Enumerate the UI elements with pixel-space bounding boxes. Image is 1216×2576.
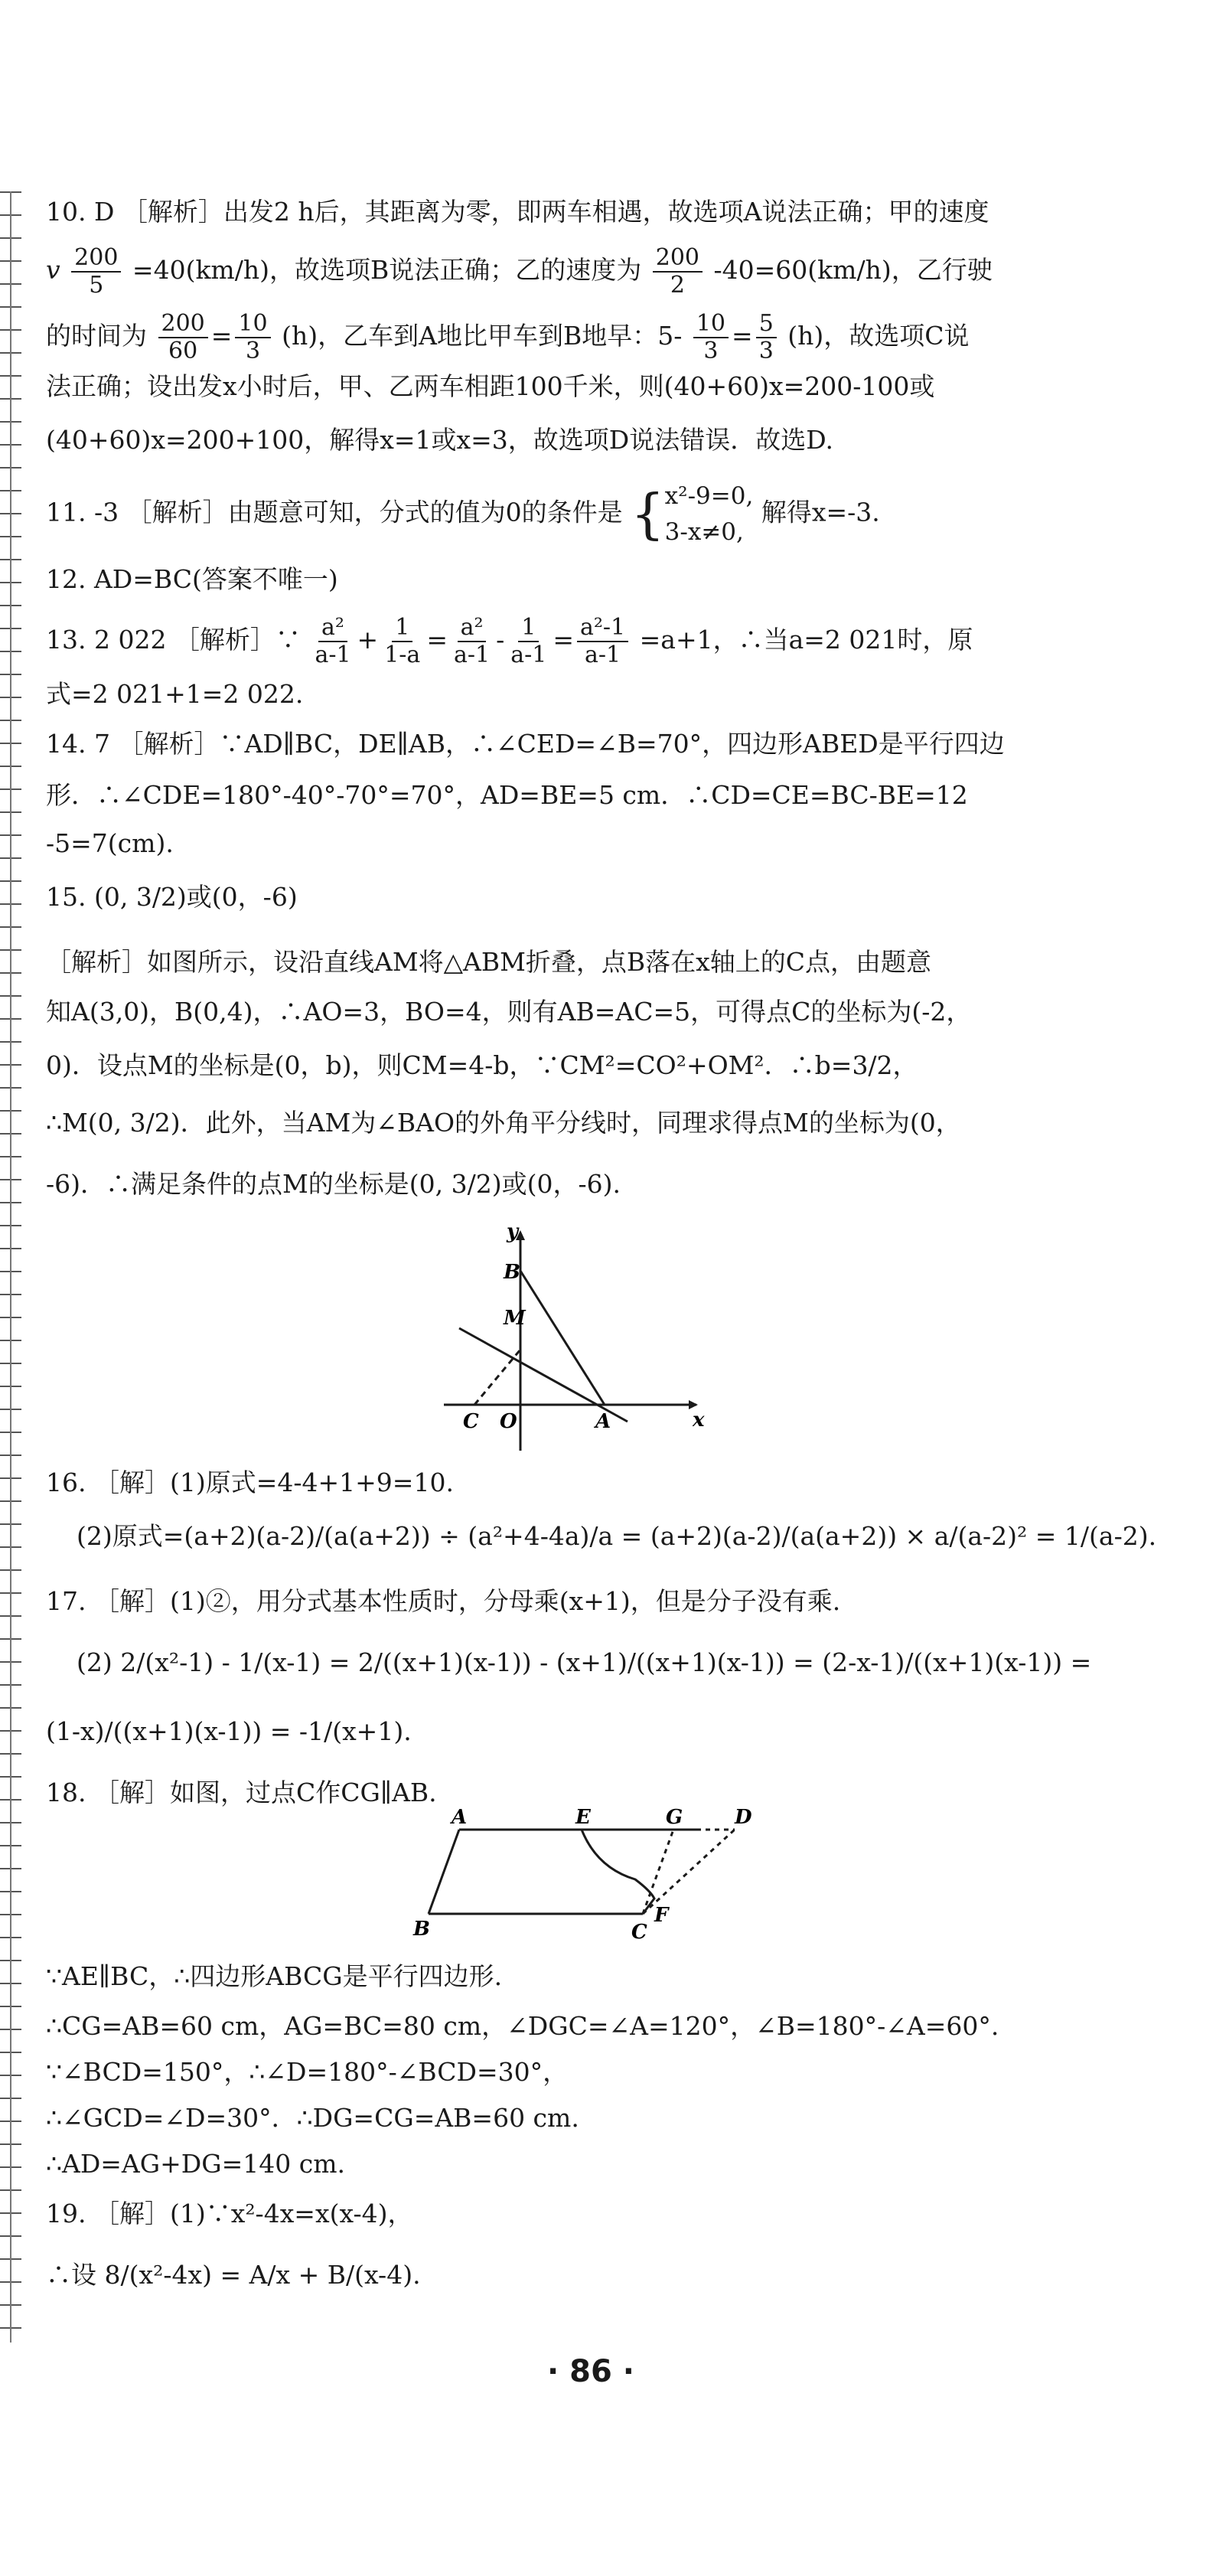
page-number: · 86 · — [547, 2354, 634, 2389]
q15-line4: 0)．设点M的坐标是(0，b)，则CM=4-b，∵CM²=CO²+OM²．∴b=3/2， — [46, 1050, 918, 1080]
q17-line3: (1-x)/((x+1)(x-1)) = -1/(x+1). — [46, 1716, 412, 1746]
q17-line2: (2) 2/(x²-1) - 1/(x-1) = 2/((x+1)(x-1)) - (x+1)/((x+1)(x-1)) = (2-x-1)/((x+1)(x-1)) = — [77, 1647, 1092, 1677]
q10-line4: 法正确；设出发x小时后，甲、乙两车相距100千米，则(40+60)x=200-100或 — [46, 371, 935, 401]
fig15-label-O: O — [500, 1410, 517, 1433]
fig18-label-F: F — [654, 1904, 669, 1927]
q17-line1: 17. ［解］(1)②，用分式基本性质时，分母乘(x+1)，但是分子没有乘. — [46, 1586, 841, 1616]
q15-line6: -6)．∴满足条件的点M的坐标是(0, 3/2)或(0，-6). — [46, 1169, 621, 1199]
q18-line4: ∵∠BCD=150°，∴∠D=180°-∠BCD=30°， — [46, 2057, 569, 2087]
q18-line6: ∴AD=AG+DG=140 cm. — [46, 2149, 345, 2179]
fig18-label-B: B — [413, 1918, 430, 1941]
fig15-label-A: A — [595, 1410, 611, 1433]
q18-line5: ∴∠GCD=∠D=30°．∴DG=CG=AB=60 cm. — [46, 2103, 579, 2133]
q18-line1: 18. ［解］如图，过点C作CG∥AB. — [46, 1778, 437, 1807]
fig15-label-M: M — [504, 1307, 526, 1330]
fig18-label-D: D — [735, 1807, 752, 1829]
q13-line1: 13. 2 022 ［解析］∵ $\frac{\text{a²}}{a-1}$ + $\frac{1}{1-a}$ = $\frac{\text{a²}}{a-1}$ - $\frac{1}{a-1}$ = $\frac{\text{a²-1}}{a-1}$ =a+1，∴当a=2 021时，原 — [46, 614, 973, 668]
q15-line5: ∴M(0, 3/2)．此外，当AM为∠BAO的外角平分线时，同理求得点M的坐标为(0， — [46, 1108, 961, 1138]
q14-line1: 14. 7 ［解析］∵AD∥BC，DE∥AB，∴∠CED=∠B=70°，四边形ABED是平行四边 — [46, 729, 1005, 759]
fig18-label-E: E — [575, 1807, 591, 1829]
binding-margin — [0, 191, 21, 2343]
fig18-label-A: A — [452, 1807, 468, 1829]
q18-parallelogram-figure — [406, 1807, 758, 1952]
q12-line: 12. AD=BC(答案不唯一) — [46, 564, 338, 594]
fig15-label-C: C — [463, 1410, 479, 1433]
q14-line2: 形．∴∠CDE=180°-40°-70°=70°，AD=BE=5 cm．∴CD=CE=BC-BE=12 — [46, 780, 968, 810]
q19-line2: ∴设 8/(x²-4x) = A/x + B/(x-4). — [46, 2260, 421, 2290]
q18-line3: ∴CG=AB=60 cm，AG=BC=80 cm，∠DGC=∠A=120°，∠B=180°-∠A=60°. — [46, 2011, 999, 2041]
q16-line2: (2)原式=(a+2)(a-2)/(a(a+2)) ÷ (a²+4-4a)/a = (a+2)(a-2)/(a(a+2)) × a/(a-2)² = 1/(a-2). — [77, 1521, 1157, 1551]
fig18-label-C: C — [631, 1921, 647, 1944]
q11-line: 11. -3 ［解析］由题意可知，分式的值为0的条件是 { x²-9=0, 3-x≠0, 解得x=-3. — [46, 482, 880, 546]
q15-line2: ［解析］如图所示，设沿直线AM将△ABM折叠，点B落在x轴上的C点，由题意 — [46, 947, 931, 977]
q10-line5: (40+60)x=200+100，解得x=1或x=3，故选项D说法错误．故选D. — [46, 425, 834, 455]
fig15-label-B: B — [504, 1261, 520, 1284]
q15-line3: 知A(3,0)，B(0,4)，∴AO=3，BO=4，则有AB=AC=5，可得点C的坐标为(-2， — [46, 997, 972, 1027]
q13-line2: 式=2 021+1=2 022. — [46, 679, 304, 709]
q15-answer: 15. (0, 3/2)或(0，-6) — [46, 882, 298, 912]
q10-line2: v $\frac{200}{5}$ =40(km/h)，故选项B说法正确；乙的速度为 $\frac{200}{2}$ -40=60(km/h)，乙行驶 — [46, 244, 993, 299]
fig15-label-x: x — [693, 1409, 705, 1432]
q18-line2: ∵AE∥BC，∴四边形ABCG是平行四边形. — [46, 1961, 503, 1991]
fig18-label-G: G — [666, 1807, 683, 1829]
q19-line1: 19. ［解］(1)∵x²-4x=x(x-4)， — [46, 2199, 413, 2228]
q15-coordinate-figure — [421, 1221, 727, 1458]
q10-line3: 的时间为 $\frac{200}{60}$ = $\frac{10}{3}$ (h)，乙车到A地比甲车到B地早：5- $\frac{10}{3}$ = $\frac{5}{3}$ (h)，故选项C说 — [46, 310, 970, 364]
q10-line1: 10. D ［解析］出发2 h后，其距离为零，即两车相遇，故选项A说法正确；甲的速度 — [46, 197, 989, 227]
q16-line1: 16. ［解］(1)原式=4-4+1+9=10. — [46, 1468, 454, 1497]
q14-line3: -5=7(cm). — [46, 828, 174, 858]
fig15-label-y: y — [507, 1221, 519, 1243]
